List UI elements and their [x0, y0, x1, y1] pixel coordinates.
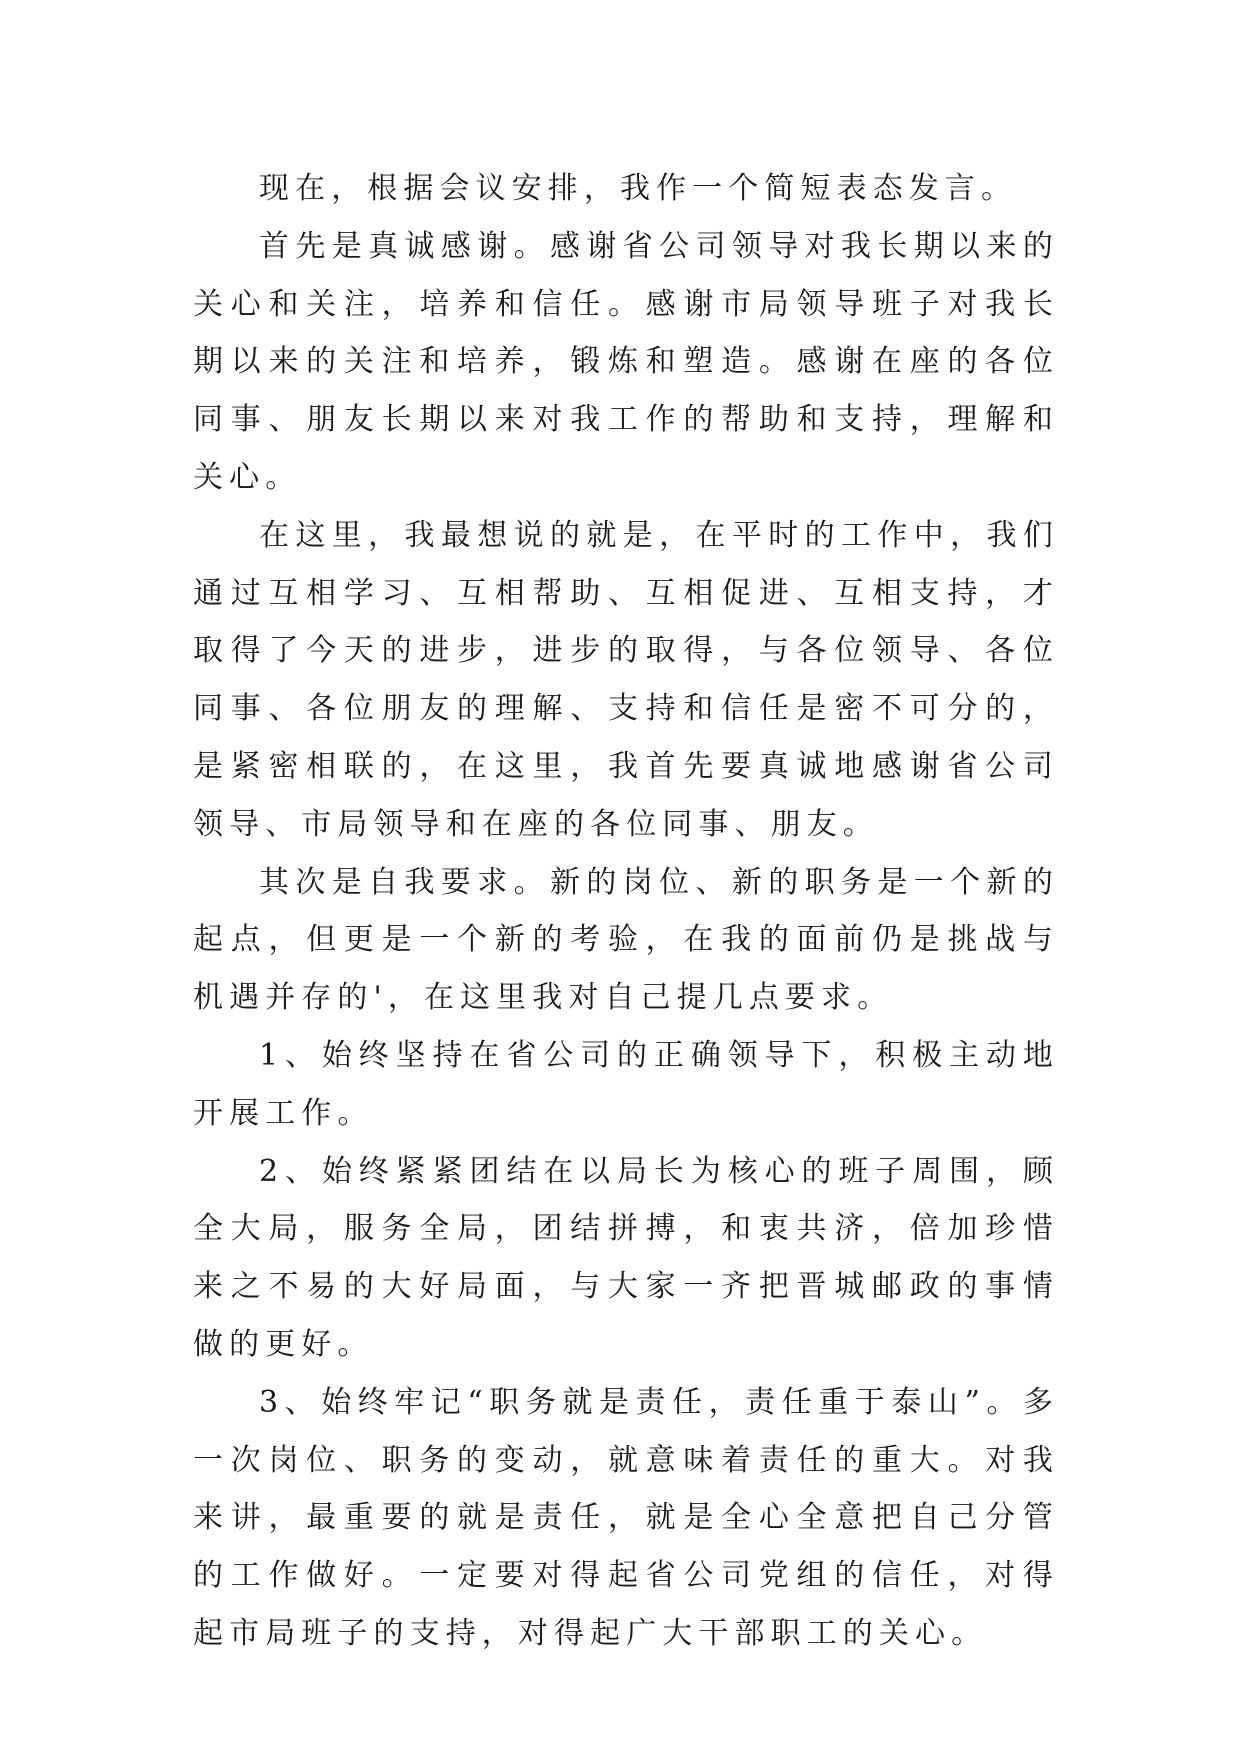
- paragraph-thanks: 首先是真诚感谢。感谢省公司领导对我长期以来的关心和关注，培养和信任。感谢市局领导班子对我长期以来的关注和培养，锻炼和塑造。感谢在座的各位同事、朋友长期以来对我工作的帮助和支持，理解和关心。: [193, 228, 1059, 495]
- document-body: [193, 160, 1059, 1663]
- paragraph-point-1: 1、始终坚持在省公司的正确领导下，积极主动地开展工作。: [193, 1037, 1059, 1131]
- paragraph-opening: 现在，根据会议安排，我作一个简短表态发言。: [259, 171, 1018, 206]
- paragraph-self-requirements: 其次是自我要求。新的岗位、新的职务是一个新的起点，但更是一个新的考验，在我的面前仍是挑战与机遇并存的'，在这里我对自己提几点要求。: [193, 864, 1059, 1016]
- paragraph-point-3: 3、始终牢记“职务就是责任，责任重于泰山”。多一次岗位、职务的变动，就意味着责任的重大。对我来讲，最重要的就是责任，就是全心全意把自己分管的工作做好。一定要对得起省公司党组的信任，对得起市局班子的支持，对得起广大干部职工的关心。: [193, 1384, 1059, 1651]
- paragraph-gratitude: 在这里，我最想说的就是，在平时的工作中，我们通过互相学习、互相帮助、互相促进、互相支持，才取得了今天的进步，进步的取得，与各位领导、各位同事、各位朋友的理解、支持和信任是密不可分的，是紧密相联的，在这里，我首先要真诚地感谢省公司领导、市局领导和在座的各位同事、朋友。: [193, 517, 1059, 842]
- paragraph-point-2: 2、始终紧紧团结在以局长为核心的班子周围，顾全大局，服务全局，团结拼搏，和衷共济，倍加珍惜来之不易的大好局面，与大家一齐把晋城邮政的事情做的更好。: [193, 1153, 1059, 1362]
